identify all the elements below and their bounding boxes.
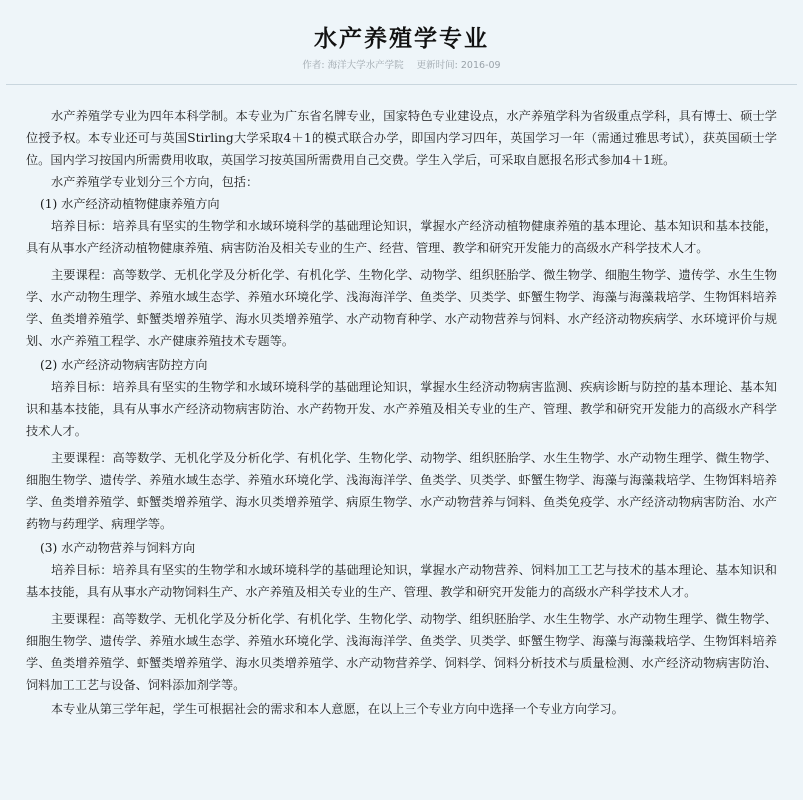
direction-3-goal: 培养目标：培养具有坚实的生物学和水域环境科学的基础理论知识，掌握水产动物营养、饲料加工工艺与技术的基本理论、基本知识和基本技能，具有从事水产动物饲料生产、水产养殖及相关专业的生产、管理、教学和研究开发能力的高级水产科学技术人才。	[26, 563, 777, 599]
directions-intro: 水产养殖学专业划分三个方向，包括：	[51, 175, 259, 189]
direction-2-goal: 培养目标：培养具有坚实的生物学和水域环境科学的基础理论知识，掌握水生经济动物病害监测、疾病诊断与防控的基本理论、基本知识和基本技能，具有从事水产经济动物病害防治、水产药物开发、水产养殖及相关专业的生产、管理、教学和研究开发能力的高级水产科学技术人才。	[26, 380, 777, 438]
direction-1-heading: (1) 水产经济动植物健康养殖方向	[40, 197, 220, 211]
closing-paragraph: 本专业从第三学年起，学生可根据社会的需求和本人意愿，在以上三个专业方向中选择一个专业方向学习。	[51, 702, 624, 716]
article-title: 水产养殖学专业	[314, 25, 489, 52]
direction-2-heading: (2) 水产经济动物病害防控方向	[40, 358, 208, 372]
direction-1-goal: 培养目标：培养具有坚实的生物学和水域环境科学的基础理论知识，掌握水产经济动植物健康养殖的基本理论、基本知识和基本技能，具有从事水产经济动植物健康养殖、病害防治及相关专业的生产、经营、管理、教学和研究开发能力的高级水产科学技术人才。	[26, 219, 777, 255]
article-meta	[0, 58, 803, 74]
article-body	[0, 85, 803, 720]
direction-3-heading: (3) 水产动物营养与饲料方向	[40, 541, 196, 555]
intro-paragraph: 水产养殖学专业为四年本科学制。本专业为广东省名牌专业，国家特色专业建设点，水产养殖学科为省级重点学科，具有博士、硕士学位授予权。本专业还可与英国Stirling大学采取4＋1的模式联合办学，即国内学习四年，英国学习一年（需通过雅思考试），获英国硕士学位。国内学习按国内所需费用收取，英国学习按英国所需费用自己交费。学生入学后，可采取自愿报名形式参加4＋1班。	[26, 109, 777, 167]
direction-2-courses: 主要课程：高等数学、无机化学及分析化学、有机化学、生物化学、动物学、组织胚胎学、水生生物学、水产动物生理学、微生物学、细胞生物学、遗传学、养殖水域生态学、养殖水环境化学、浅海海洋学、鱼类学、贝类学、虾蟹生物学、海藻与海藻栽培学、生物饵料培养学、鱼类增养殖学、虾蟹类增养殖学、海水贝类增养殖学、病原生物学、水产动物营养与饲料、鱼类免疫学、水产经济动物病害防治、水产药物与药理学、病理学等。	[26, 451, 777, 531]
article-updated: 更新时间: 2016-09	[416, 60, 501, 71]
direction-3-courses: 主要课程：高等数学、无机化学及分析化学、有机化学、生物化学、动物学、组织胚胎学、水生生物学、水产动物生理学、微生物学、细胞生物学、遗传学、养殖水域生态学、养殖水环境化学、浅海海洋学、鱼类学、贝类学、虾蟹生物学、海藻与海藻栽培学、生物饵料培养学、鱼类增养殖学、虾蟹类增养殖学、海水贝类增养殖学、水产动物营养学、饲料学、饲料分析技术与质量检测、水产经济动物病害防治、饲料加工工艺与设备、饲料添加剂学等。	[26, 612, 777, 692]
article-author: 作者: 海洋大学水产学院	[302, 60, 404, 71]
direction-1-courses: 主要课程：高等数学、无机化学及分析化学、有机化学、生物化学、动物学、组织胚胎学、微生物学、细胞生物学、遗传学、水生生物学、水产动物生理学、养殖水域生态学、养殖水环境化学、浅海海洋学、鱼类学、贝类学、虾蟹生物学、海藻与海藻栽培学、生物饵料培养学、鱼类增养殖学、虾蟹类增养殖学、海水贝类增养殖学、水产动物育种学、水产动物营养与饲料、水产经济动物疾病学、水环境评价与规划、水产养殖工程学、水产健康养殖技术专题等。	[26, 268, 777, 348]
